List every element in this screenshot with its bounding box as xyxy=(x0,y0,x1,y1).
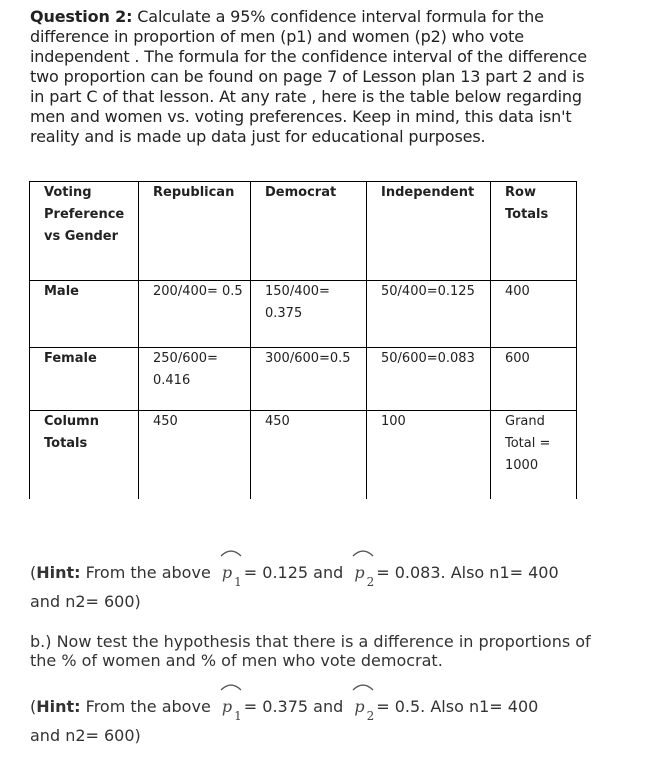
table-row-label: Male xyxy=(30,281,139,348)
hint-1 xyxy=(30,558,559,612)
p-symbol: p xyxy=(221,563,233,582)
hint-label: Hint: xyxy=(36,697,81,716)
table-row xyxy=(30,411,577,500)
table-cell: 600 xyxy=(491,348,577,411)
question-label: Question 2: xyxy=(30,7,133,26)
hint-text: From the above xyxy=(80,563,216,582)
subscript: 1 xyxy=(234,575,242,590)
table-cell: 450 xyxy=(251,411,367,500)
table-cell: 450 xyxy=(139,411,251,500)
table-header-row xyxy=(30,182,577,281)
table-header-cell: Row Totals xyxy=(491,182,577,281)
table-header-cell: Democrat xyxy=(251,182,367,281)
question-body: Calculate a 95% confidence interval formula for the difference in proportion of men (p1) and women (p2) who vote independent . The formula for the confidence interval of the difference two proportion can be found on page 7 of Lesson plan 13 part 2 and is in part C of that lesson. At any rate , here is the table below regarding men and women vs. voting preferences. Keep in mind, this data isn't reality and is made up data just for educational purposes. xyxy=(30,7,587,146)
hint-line-2: and n2= 600) xyxy=(30,592,141,611)
table-cell: 300/600=0.5 xyxy=(251,348,367,411)
hint-open-paren: ( xyxy=(30,563,37,582)
subscript: 1 xyxy=(234,709,242,724)
voting-table xyxy=(29,181,577,499)
table-cell: 150/400= 0.375 xyxy=(251,281,367,348)
p-hat-2 xyxy=(354,692,374,727)
question-text xyxy=(30,7,590,147)
table-cell: Grand Total = 1000 xyxy=(491,411,577,500)
p-hat-2 xyxy=(354,558,374,593)
hint-text: = 0.375 and xyxy=(243,697,349,716)
table-cell: 100 xyxy=(367,411,491,500)
hint-text: From the above xyxy=(80,697,216,716)
table-cell: 50/400=0.125 xyxy=(367,281,491,348)
table-header-cell: Voting Preference vs Gender xyxy=(30,182,139,281)
table-header-cell: Independent xyxy=(367,182,491,281)
table-cell: 400 xyxy=(491,281,577,348)
hint-line-2: and n2= 600) xyxy=(30,726,141,745)
part-b-text: b.) Now test the hypothesis that there is a difference in proportions of the % of women and % of men who vote democrat. xyxy=(30,632,591,670)
table-header-cell: Republican xyxy=(139,182,251,281)
p-hat-1 xyxy=(222,558,242,593)
table-row-label: Female xyxy=(30,348,139,411)
hint-open-paren: ( xyxy=(30,697,37,716)
table-row-label: Column Totals xyxy=(30,411,139,500)
p-hat-1 xyxy=(222,692,242,727)
hint-text: = 0.125 and xyxy=(243,563,349,582)
table-row xyxy=(30,281,577,348)
p-symbol: p xyxy=(354,697,365,716)
hint-text: = 0.5. Also n1= 400 xyxy=(376,697,539,716)
table-cell: 250/600= 0.416 xyxy=(139,348,251,411)
table-row xyxy=(30,348,577,411)
subscript: 2 xyxy=(366,709,375,724)
hint-label: Hint: xyxy=(36,563,81,582)
table-cell: 50/600=0.083 xyxy=(367,348,491,411)
table-cell: 200/400= 0.5 xyxy=(139,281,251,348)
hint-text: = 0.083. Also n1= 400 xyxy=(376,563,559,582)
p-symbol: p xyxy=(354,563,365,582)
hint-2 xyxy=(30,692,538,746)
p-symbol: p xyxy=(221,697,233,716)
subscript: 2 xyxy=(366,575,375,590)
